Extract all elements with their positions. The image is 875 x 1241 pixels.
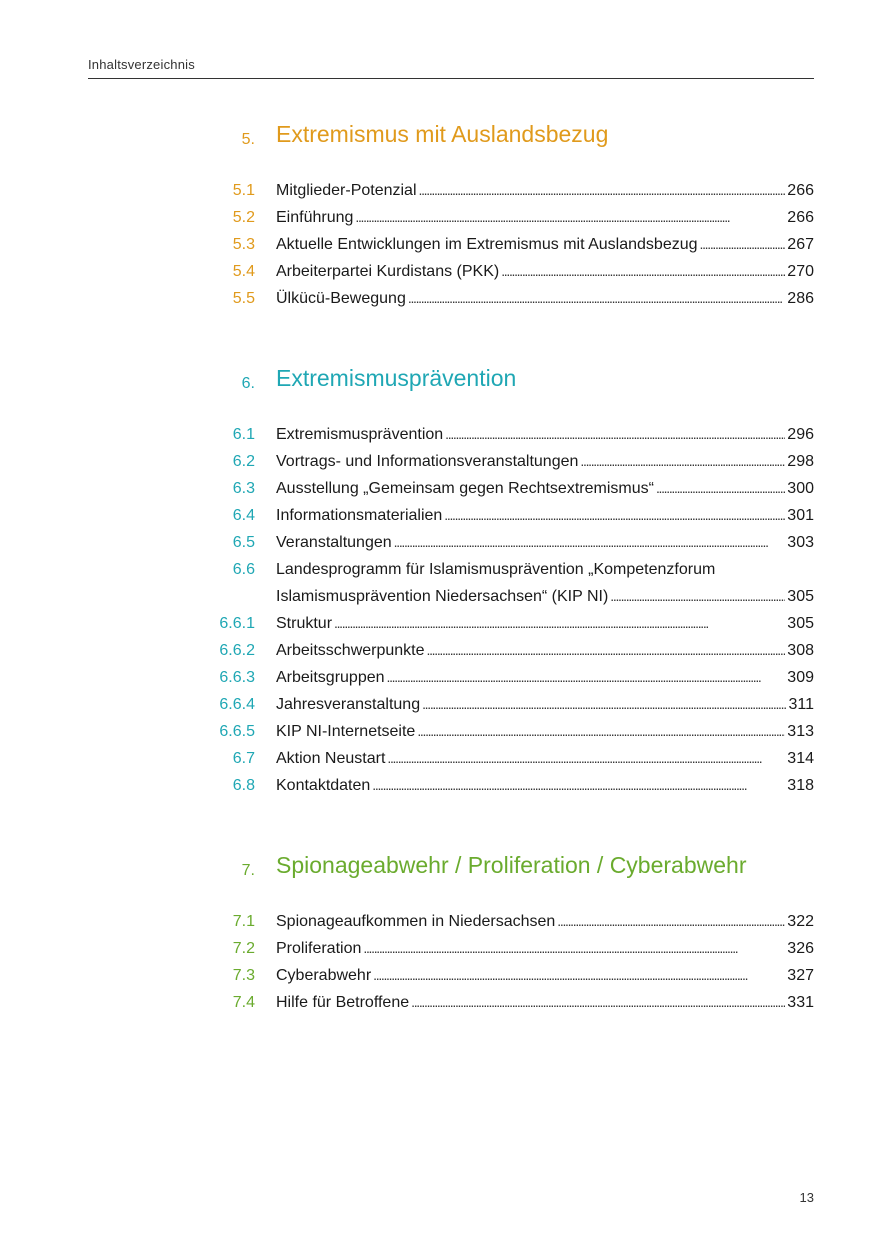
- entry-number: 6.6.2: [219, 642, 255, 659]
- entry-page: 311: [788, 696, 814, 713]
- entry-number: 6.6.3: [219, 669, 255, 686]
- dot-leader: [580, 453, 785, 471]
- entry-title: Ülkücü-Bewegung: [276, 290, 406, 307]
- dot-leader: [373, 967, 785, 985]
- toc-entry[interactable]: [0, 746, 875, 773]
- dot-leader: [387, 669, 786, 687]
- toc-entry[interactable]: [0, 557, 875, 611]
- entry-title: Islamismusprävention Niedersachsen“ (KIP NI): [276, 588, 609, 605]
- toc-entry[interactable]: [0, 990, 875, 1017]
- dot-leader: [445, 426, 785, 444]
- dot-leader: [700, 236, 786, 254]
- dot-leader: [444, 507, 785, 525]
- entry-title: Einführung: [276, 209, 354, 226]
- entry-number: 6.2: [232, 453, 255, 470]
- toc-entry[interactable]: [0, 936, 875, 963]
- entry-number: 6.6: [232, 561, 255, 578]
- entry-title-line1: Landesprogramm für Islamismusprävention „Kompetenzforum: [276, 561, 716, 578]
- entry-page: 313: [787, 723, 814, 740]
- dot-leader: [422, 696, 786, 714]
- toc-entry[interactable]: [0, 638, 875, 665]
- dot-leader: [363, 940, 785, 958]
- entry-number: 6.5: [232, 534, 255, 551]
- dot-leader: [355, 209, 785, 227]
- entry-number: 7.2: [232, 940, 255, 957]
- toc-entry[interactable]: [0, 178, 875, 205]
- dot-leader: [394, 534, 786, 552]
- toc-entries-7: [0, 909, 875, 1017]
- section-number: 6.: [241, 375, 255, 392]
- entry-title: Arbeitsschwerpunkte: [276, 642, 425, 659]
- entry-page: 267: [787, 236, 814, 253]
- entry-number: 6.7: [232, 750, 255, 767]
- entry-title: KIP NI-Internetseite: [276, 723, 416, 740]
- entry-number: 6.6.5: [219, 723, 255, 740]
- toc-entry[interactable]: [0, 449, 875, 476]
- page-number: 13: [799, 1190, 814, 1205]
- entry-number: 5.4: [232, 263, 255, 280]
- entry-title: Struktur: [276, 615, 333, 632]
- entry-number: 6.6.4: [219, 696, 255, 713]
- dot-leader: [408, 290, 785, 308]
- entry-number: 7.1: [232, 913, 255, 930]
- entry-page: 308: [787, 642, 814, 659]
- entry-page: 303: [787, 534, 814, 551]
- entry-number: 7.3: [232, 967, 255, 984]
- dot-leader: [411, 994, 785, 1012]
- entry-title: Mitglieder-Potenzial: [276, 182, 417, 199]
- dot-leader: [417, 723, 785, 741]
- toc-entry[interactable]: [0, 611, 875, 638]
- toc-entry[interactable]: [0, 232, 875, 259]
- dot-leader: [501, 263, 785, 281]
- entry-title: Veranstaltungen: [276, 534, 392, 551]
- header-rule: [88, 78, 814, 79]
- toc-entry[interactable]: [0, 259, 875, 286]
- entry-page: 300: [787, 480, 814, 497]
- section-title: Extremismus mit Auslandsbezug: [276, 121, 609, 147]
- entry-page: 326: [787, 940, 814, 957]
- entry-title: Informationsmaterialien: [276, 507, 443, 524]
- entry-number: 5.1: [232, 182, 255, 199]
- entry-page: 309: [787, 669, 814, 686]
- dot-leader: [387, 750, 785, 768]
- entry-title: Jahresveranstaltung: [276, 696, 421, 713]
- entry-page: 266: [787, 209, 814, 226]
- toc-section-6: [0, 365, 875, 401]
- entry-page: 305: [787, 615, 814, 632]
- dot-leader: [656, 480, 785, 498]
- toc-entry[interactable]: [0, 963, 875, 990]
- dot-leader: [372, 777, 785, 795]
- toc-entry[interactable]: [0, 286, 875, 313]
- toc-entry[interactable]: [0, 692, 875, 719]
- section-title: Extremismusprävention: [276, 365, 517, 391]
- entry-title: Cyberabwehr: [276, 967, 372, 984]
- toc-entry[interactable]: [0, 503, 875, 530]
- dot-leader: [427, 642, 786, 660]
- entry-number: 6.6.1: [219, 615, 255, 632]
- entry-number: 5.2: [232, 209, 255, 226]
- entry-page: 331: [787, 994, 814, 1011]
- section-heading: [0, 121, 875, 157]
- toc-entry[interactable]: [0, 909, 875, 936]
- toc-entry[interactable]: [0, 719, 875, 746]
- toc-entry[interactable]: [0, 773, 875, 800]
- entry-page: 298: [787, 453, 814, 470]
- entry-title: Ausstellung „Gemeinsam gegen Rechtsextremismus“: [276, 480, 654, 497]
- toc-entry[interactable]: [0, 205, 875, 232]
- entry-title: Extremismusprävention: [276, 426, 444, 443]
- dot-leader: [334, 615, 785, 633]
- entry-number: 7.4: [232, 994, 255, 1011]
- entry-number: 6.8: [232, 777, 255, 794]
- entry-page: 314: [787, 750, 814, 767]
- entry-page: 322: [787, 913, 814, 930]
- section-heading: [0, 365, 875, 401]
- toc-entries-6: [0, 422, 875, 800]
- section-title: Spionageabwehr / Proliferation / Cyberabwehr: [276, 852, 747, 878]
- entry-page: 270: [787, 263, 814, 280]
- entry-title: Spionageaufkommen in Niedersachsen: [276, 913, 556, 930]
- dot-leader: [610, 588, 785, 606]
- entry-page: 305: [787, 588, 814, 605]
- entry-number: 6.3: [232, 480, 255, 497]
- section-heading: [0, 852, 875, 888]
- entry-title: Arbeiterpartei Kurdistans (PKK): [276, 263, 500, 280]
- toc-section-5: [0, 121, 875, 157]
- section-number: 5.: [241, 131, 255, 148]
- entry-title: Kontaktdaten: [276, 777, 371, 794]
- entry-page: 327: [787, 967, 814, 984]
- entry-number: 6.1: [232, 426, 255, 443]
- running-header: Inhaltsverzeichnis: [88, 57, 195, 72]
- toc-entry[interactable]: [0, 476, 875, 503]
- toc-entry[interactable]: [0, 422, 875, 449]
- entry-page: 266: [787, 182, 814, 199]
- entry-title: Arbeitsgruppen: [276, 669, 385, 686]
- entry-page: 296: [787, 426, 814, 443]
- entry-page: 301: [787, 507, 814, 524]
- entry-title: Hilfe für Betroffene: [276, 994, 410, 1011]
- entry-title: Aktuelle Entwicklungen im Extremismus mit Auslandsbezug: [276, 236, 698, 253]
- dot-leader: [557, 913, 785, 931]
- toc-section-7: [0, 852, 875, 888]
- toc-entry[interactable]: [0, 530, 875, 557]
- entry-number: 5.5: [232, 290, 255, 307]
- entry-title: Vortrags- und Informationsveranstaltungen: [276, 453, 579, 470]
- toc-entries-5: [0, 178, 875, 313]
- entry-page: 318: [787, 777, 814, 794]
- dot-leader: [419, 182, 786, 200]
- entry-number: 5.3: [232, 236, 255, 253]
- section-number: 7.: [241, 862, 255, 879]
- entry-number: 6.4: [232, 507, 255, 524]
- entry-page: 286: [787, 290, 814, 307]
- toc-entry[interactable]: [0, 665, 875, 692]
- entry-title: Proliferation: [276, 940, 362, 957]
- entry-title: Aktion Neustart: [276, 750, 386, 767]
